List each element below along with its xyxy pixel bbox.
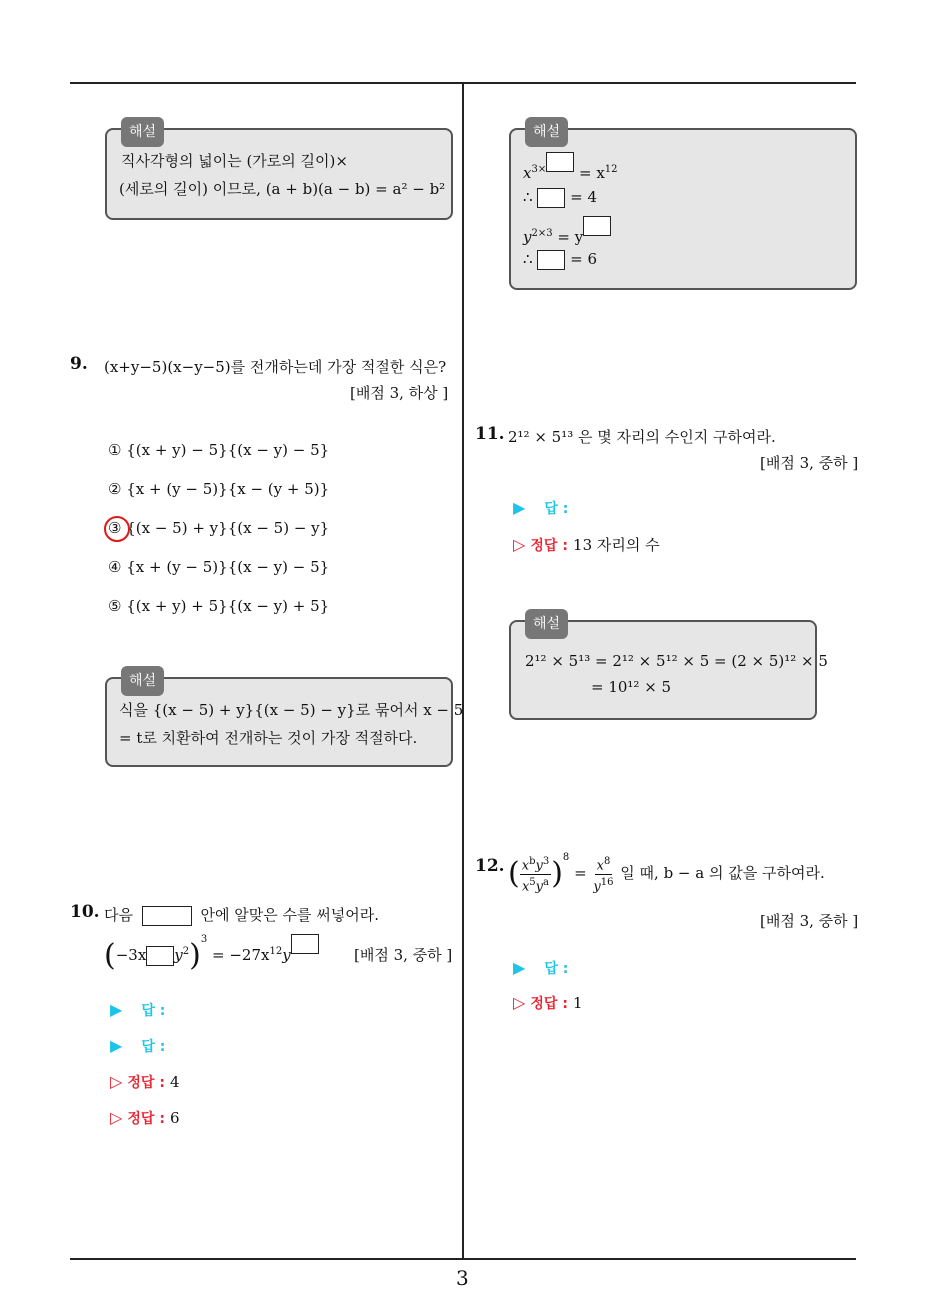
answer-blank bbox=[546, 152, 574, 172]
solution-q11-line2: = 10¹² × 5 bbox=[591, 678, 672, 696]
solution-q11-line1: 2¹² × 5¹³ = 2¹² × 5¹² × 5 = (2 × 5)¹² × 5 bbox=[525, 652, 828, 670]
question-12-meta: [배점 3, 중하 ] bbox=[760, 912, 859, 930]
expr-left: −3x bbox=[115, 946, 147, 964]
answer-row-q12 bbox=[513, 958, 568, 978]
answer-row-2 bbox=[110, 1036, 165, 1056]
solution-q7-line2: ∴ = 4 bbox=[523, 188, 597, 206]
solution-q9-line2: = t로 치환하여 전개하는 것이 가장 적절하다. bbox=[119, 729, 418, 747]
answer-blank bbox=[537, 188, 565, 208]
solution-q8-line1: 직사각형의 넓이는 (가로의 길이)× bbox=[121, 152, 348, 170]
correct-label: 정답 : bbox=[530, 996, 568, 1012]
expr-right: = −27x bbox=[212, 946, 270, 964]
solution-box-q7 bbox=[509, 124, 857, 290]
solution-q9-line1: 식을 {(x − 5) + y}{(x − 5) − y}로 묶어서 x − 5 bbox=[119, 701, 464, 719]
answer-blank[interactable] bbox=[142, 906, 192, 926]
correct-label: 정답 : bbox=[530, 538, 568, 554]
correct-label: 정답 : bbox=[127, 1075, 165, 1091]
correct-row-2 bbox=[110, 1108, 180, 1128]
solution-tag: 해설 bbox=[525, 609, 568, 639]
question-10-meta: [배점 3, 중하 ] bbox=[354, 946, 453, 964]
outer-exp: 8 bbox=[562, 852, 570, 863]
solution-q7-line4: ∴ = 6 bbox=[523, 250, 597, 268]
question-10-number: 10. bbox=[70, 902, 100, 922]
play-icon: ▶ bbox=[513, 958, 526, 977]
question-9-meta: [배점 3, 하상 ] bbox=[350, 384, 449, 402]
question-12-number: 12. bbox=[475, 856, 505, 876]
question-9-number: 9. bbox=[70, 354, 88, 374]
answer-blank-2[interactable] bbox=[291, 934, 319, 954]
question-11-number: 11. bbox=[475, 424, 505, 444]
play-icon: ▶ bbox=[513, 498, 526, 517]
answer-row-q11 bbox=[513, 498, 568, 518]
solution-box-q11 bbox=[509, 616, 828, 720]
question-9-option-3[interactable]: ③ {(x − 5) + y}{(x − 5) − y} bbox=[108, 519, 330, 537]
question-10-text-a: 다음 bbox=[104, 906, 133, 924]
play-icon: ▶ bbox=[110, 1000, 123, 1019]
selected-answer-circle bbox=[104, 516, 130, 542]
answer-blank-1[interactable] bbox=[146, 946, 174, 966]
answer-label: 답 : bbox=[544, 961, 569, 977]
play-icon: ▶ bbox=[110, 1036, 123, 1055]
triangle-outline-icon: ▷ bbox=[513, 993, 526, 1012]
correct-value: 13 자리의 수 bbox=[573, 536, 660, 554]
left-paren: ( bbox=[508, 856, 520, 891]
answer-label: 답 : bbox=[141, 1039, 166, 1055]
answer-label: 답 : bbox=[141, 1003, 166, 1019]
expr-right-exp: 12 bbox=[269, 946, 283, 957]
outer-exp: 3 bbox=[200, 934, 208, 945]
solution-q8-line2: (세로의 길이) 이므로, (a + b)(a − b) = a² − b² bbox=[119, 180, 446, 198]
solution-box-q8 bbox=[105, 124, 453, 220]
question-12-expression: ( $\frac{x^by^3}{x^5y^a}$ )$^8$ = $\frac{x^8}{y^{16}}$ 일 때, b − a 의 값을 구하여라. bbox=[508, 852, 825, 894]
answer-blank bbox=[583, 216, 611, 236]
solution-tag: 해설 bbox=[525, 117, 568, 147]
solution-tag: 해설 bbox=[121, 666, 164, 696]
page-number: 3 bbox=[456, 1266, 469, 1290]
solution-q7-line1: $x^{3\times} = x^{12}$ bbox=[523, 152, 618, 186]
question-10-text bbox=[104, 904, 379, 926]
triangle-outline-icon: ▷ bbox=[513, 535, 526, 554]
correct-value: 4 bbox=[170, 1073, 180, 1091]
answer-label: 답 : bbox=[544, 501, 569, 517]
correct-row-q11 bbox=[513, 534, 660, 555]
question-10-expression bbox=[104, 934, 319, 971]
question-9-option-1[interactable]: ① {(x + y) − 5}{(x − y) − 5} bbox=[108, 441, 330, 459]
expr-y: y bbox=[174, 946, 183, 964]
correct-label: 정답 : bbox=[127, 1111, 165, 1127]
triangle-outline-icon: ▷ bbox=[110, 1072, 123, 1091]
expr-right-y: y bbox=[282, 946, 291, 964]
question-9-text: (x+y−5)(x−y−5)를 전개하는데 가장 적절한 식은? bbox=[104, 358, 447, 376]
fraction-right: $\frac{x^8}{y^{16}}$ bbox=[593, 856, 614, 894]
correct-value: 6 bbox=[170, 1109, 180, 1127]
bottom-rule bbox=[70, 1258, 856, 1260]
correct-row-1 bbox=[110, 1072, 180, 1092]
fraction-left: $\frac{x^by^3}{x^5y^a}$ bbox=[521, 856, 550, 894]
answer-row-1 bbox=[110, 1000, 165, 1020]
solution-box-q9 bbox=[105, 673, 464, 767]
question-10-text-b: 안에 알맞은 수를 써넣어라. bbox=[200, 906, 380, 924]
question-11-meta: [배점 3, 중하 ] bbox=[760, 454, 859, 472]
correct-row-q12 bbox=[513, 993, 583, 1013]
left-paren: ( bbox=[104, 938, 116, 973]
triangle-outline-icon: ▷ bbox=[110, 1108, 123, 1127]
question-9-option-4[interactable]: ④ {x + (y − 5)}{(x − y) − 5} bbox=[108, 558, 330, 576]
right-paren: ) bbox=[551, 856, 563, 891]
question-9-option-5[interactable]: ⑤ {(x + y) + 5}{(x − y) + 5} bbox=[108, 597, 330, 615]
column-divider bbox=[462, 84, 464, 1260]
correct-value: 1 bbox=[573, 994, 583, 1012]
right-paren: ) bbox=[189, 938, 201, 973]
answer-blank bbox=[537, 250, 565, 270]
question-11-text: 2¹² × 5¹³ 은 몇 자리의 수인지 구하여라. bbox=[508, 428, 776, 446]
question-12-text: 일 때, b − a 의 값을 구하여라. bbox=[620, 864, 825, 882]
solution-tag: 해설 bbox=[121, 117, 164, 147]
expr-y-exp: 2 bbox=[182, 946, 190, 957]
solution-q7-line3: $y^{2\times 3} = y$ bbox=[523, 216, 611, 250]
question-9-option-2[interactable]: ② {x + (y − 5)}{x − (y + 5)} bbox=[108, 480, 330, 498]
